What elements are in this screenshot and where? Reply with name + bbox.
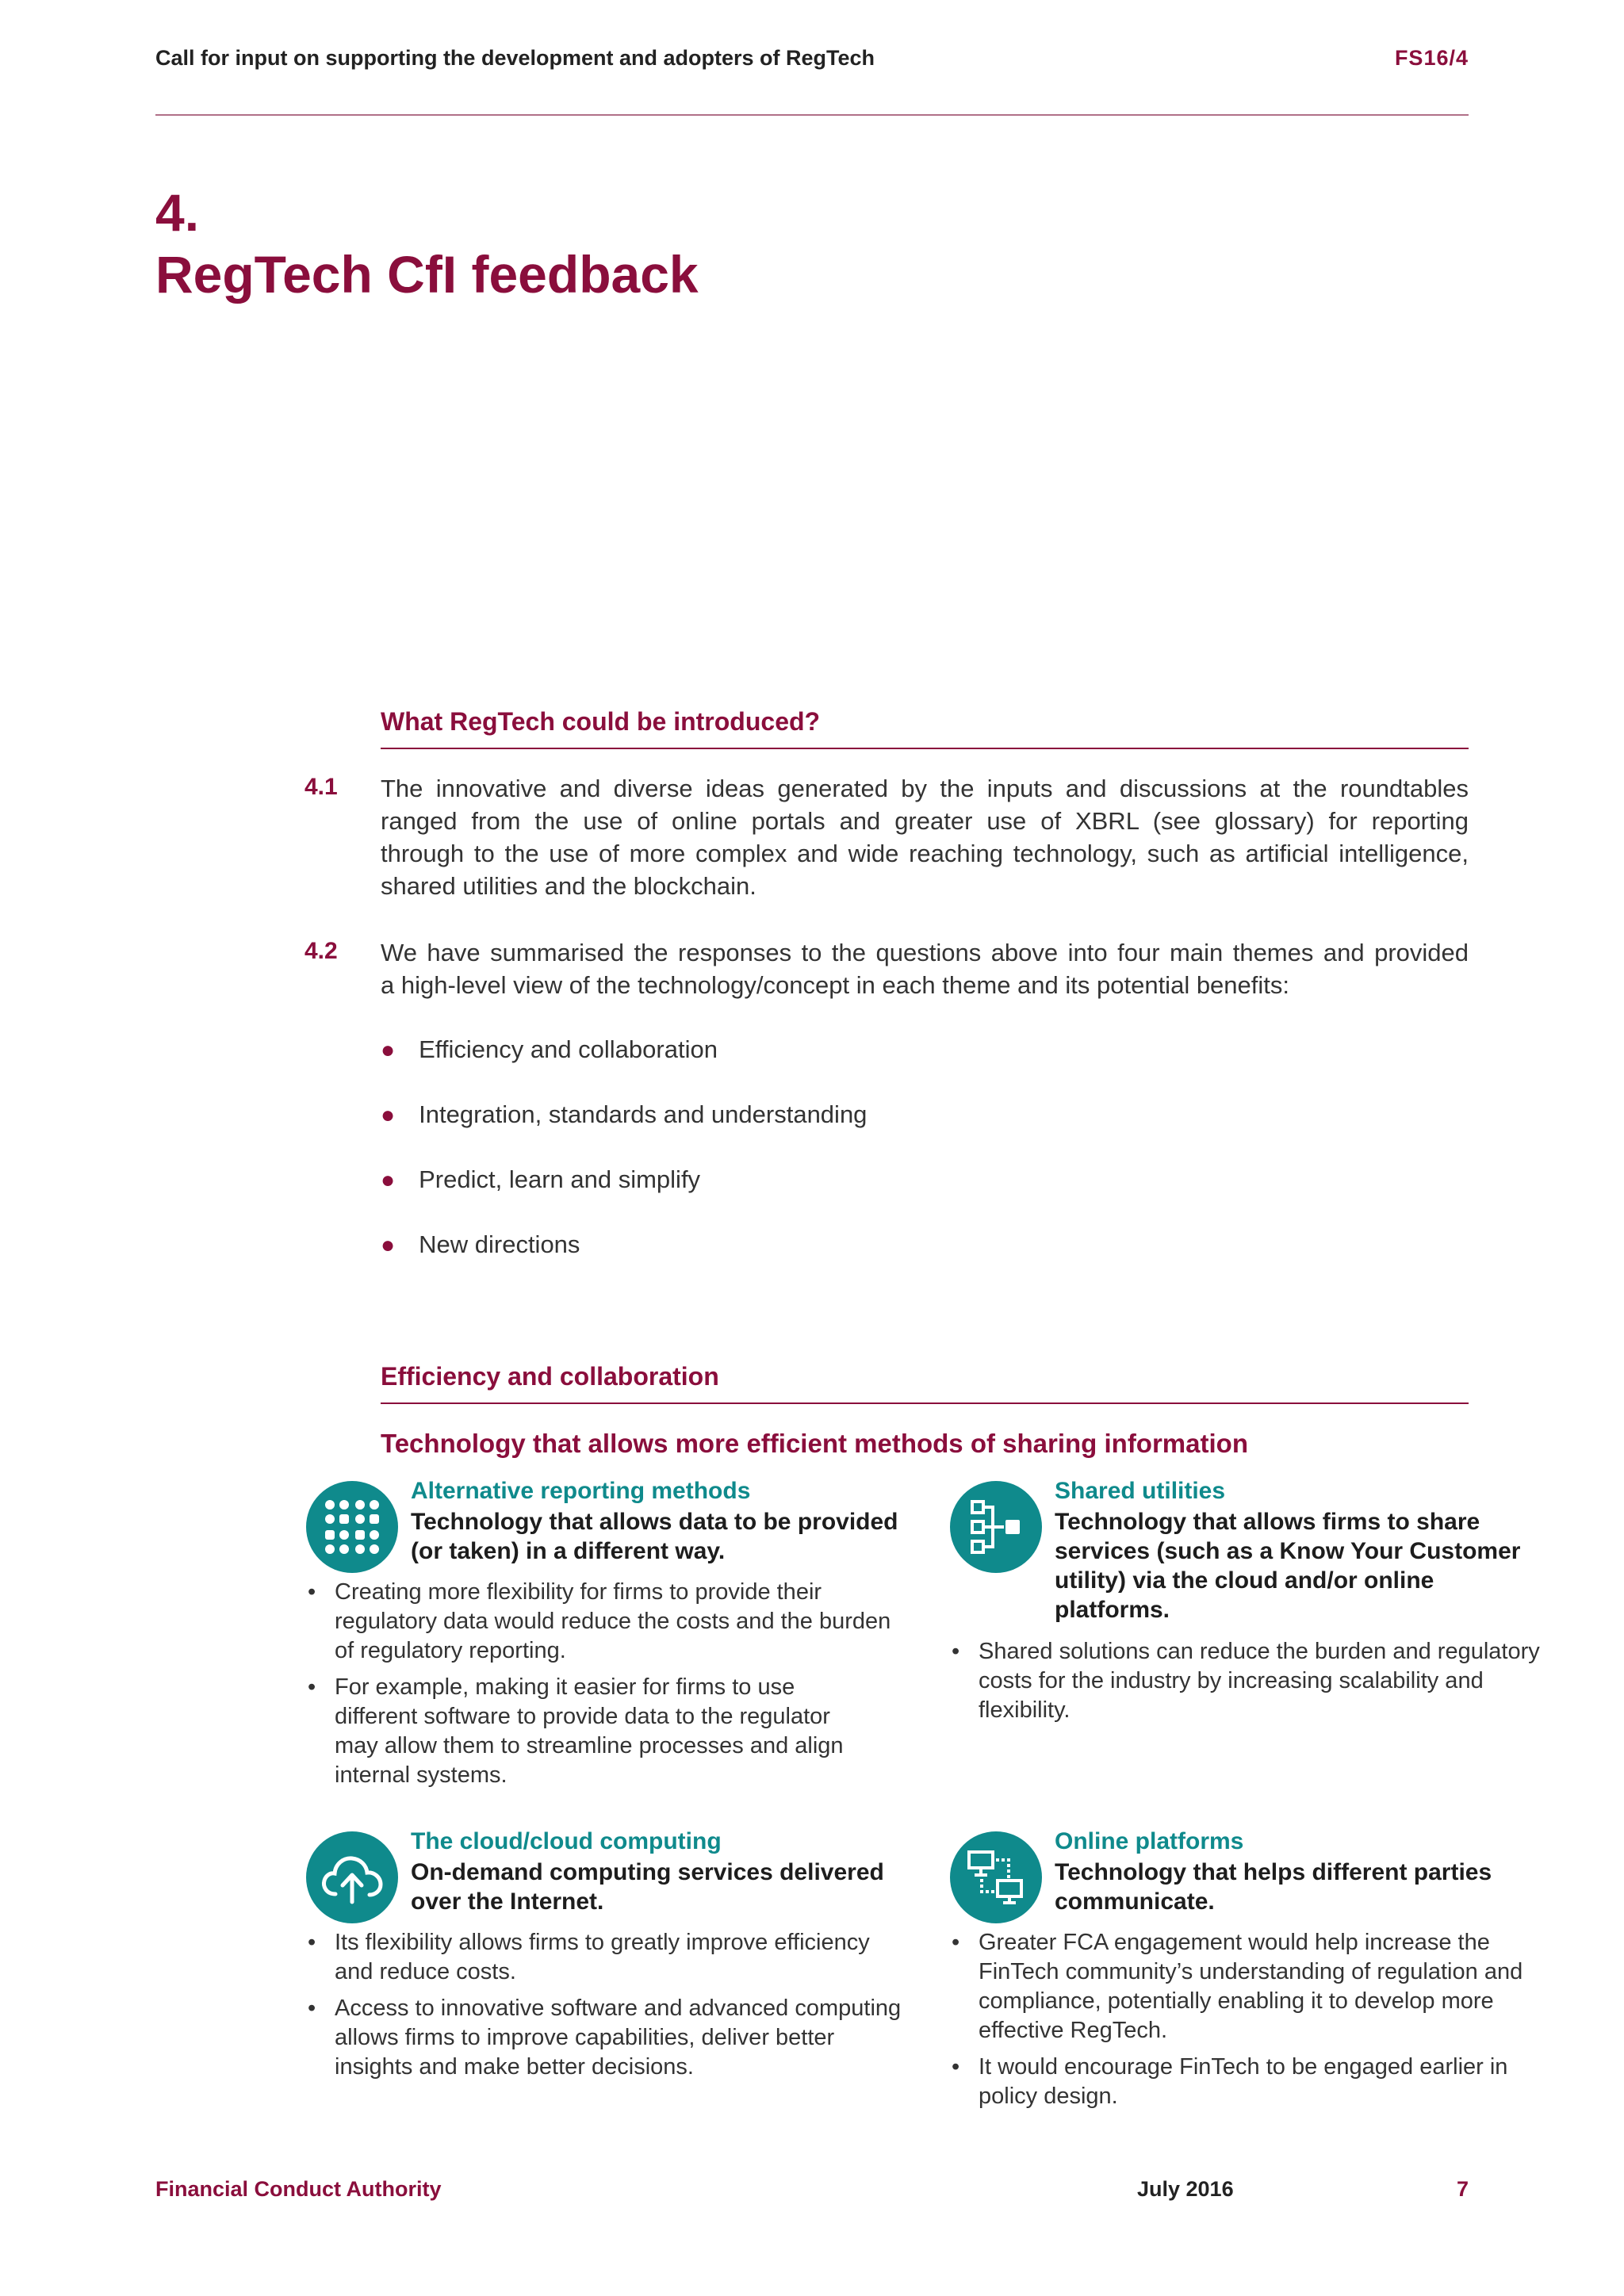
benefit-line: effective RegTech. — [979, 2018, 1168, 2043]
benefit-line: insights and make better decisions. — [335, 2054, 694, 2080]
paragraph-line: We have summarised the responses to the questions above into four main themes and provided — [381, 939, 1469, 966]
description-line: over the Internet. — [411, 1888, 604, 1915]
description-line: On-demand computing services delivered — [411, 1859, 884, 1885]
data-grid-icon — [306, 1481, 398, 1573]
description-line: (or taken) in a different way. — [411, 1538, 726, 1564]
benefit-item — [306, 1578, 891, 1666]
benefit-line: • Access to innovative software and advanced computing — [335, 1996, 902, 2021]
tech-description — [411, 1858, 884, 1916]
paragraph-line: a high-level view of the technology/concept in each theme and its potential benefits: — [381, 971, 1290, 999]
tech-benefits-list — [950, 1928, 1522, 2118]
tech-benefits-list — [306, 1578, 891, 1797]
benefit-line: allows firms to improve capabilities, deliver better — [335, 2025, 835, 2050]
benefit-item — [950, 2053, 1522, 2111]
tech-block-online-platforms — [950, 1828, 1584, 2133]
benefit-line: FinTech community’s understanding of regulation and — [979, 1959, 1523, 1984]
benefit-item — [306, 1994, 901, 2082]
paragraph-line: shared utilities and the blockchain. — [381, 872, 756, 900]
tech-block-shared-utilities — [950, 1478, 1584, 1735]
benefit-item — [306, 1928, 901, 1987]
tech-description — [411, 1507, 898, 1566]
bullet-icon: ● — [381, 1037, 396, 1063]
paragraph-number: 4.2 — [304, 938, 338, 964]
footer-date: July 2016 — [1137, 2177, 1234, 2201]
chapter-title: RegTech CfI feedback — [155, 245, 699, 304]
description-line: utility) via the cloud and/or online — [1055, 1567, 1434, 1594]
section-heading-efficiency: Efficiency and collaboration — [381, 1362, 719, 1391]
tech-block-alternative-reporting — [306, 1478, 940, 1798]
benefit-line: costs for the industry by increasing scalability and — [979, 1668, 1484, 1693]
tech-benefits-list — [306, 1928, 901, 2089]
benefit-line: internal systems. — [335, 1762, 508, 1788]
paragraph-line: The innovative and diverse ideas generated by the inputs and discussions at the roundtables — [381, 775, 1469, 802]
bullet-icon: ● — [381, 1102, 396, 1128]
cloud-upload-icon — [306, 1831, 398, 1923]
paragraph-4-1 — [381, 772, 1469, 902]
paragraph-line: through to the use of more complex and wide reaching technology, such as artificial intelligence, — [381, 840, 1469, 867]
bullet-icon: ● — [381, 1232, 396, 1258]
chapter-number: 4. — [155, 183, 200, 242]
section-subheading: Technology that allows more efficient methods of sharing information — [381, 1429, 1248, 1458]
benefit-line: flexibility. — [979, 1697, 1071, 1723]
section-heading-introduce: What RegTech could be introduced? — [381, 707, 821, 736]
header-divider — [155, 114, 1469, 116]
theme-list-item — [381, 1230, 580, 1259]
benefit-line: • Creating more flexibility for firms to provide their — [335, 1579, 822, 1605]
tech-title: Online platforms — [1055, 1828, 1244, 1854]
paragraph-number: 4.1 — [304, 774, 338, 800]
benefit-line: • For example, making it easier for firms to use — [335, 1674, 795, 1700]
paragraph-line: ranged from the use of online portals and greater use of XBRL (see glossary) for reporting — [381, 807, 1469, 835]
benefit-line: • Shared solutions can reduce the burden and regulatory — [979, 1639, 1540, 1664]
paragraph-4-2 — [381, 936, 1469, 1001]
theme-label: Predict, learn and simplify — [419, 1165, 701, 1193]
theme-label: New directions — [419, 1230, 580, 1258]
benefit-line: regulatory data would reduce the costs and the burden — [335, 1609, 891, 1634]
tech-title: The cloud/cloud computing — [411, 1828, 722, 1854]
tech-title: Shared utilities — [1055, 1478, 1226, 1504]
bullet-icon: ● — [381, 1167, 396, 1193]
description-line: Technology that allows firms to share — [1055, 1509, 1480, 1535]
benefit-line: and reduce costs. — [335, 1959, 516, 1984]
benefit-item — [306, 1673, 891, 1790]
description-line: services (such as a Know Your Customer — [1055, 1538, 1521, 1564]
shared-network-icon — [950, 1481, 1042, 1573]
theme-list-item — [381, 1035, 718, 1064]
benefit-item — [950, 1637, 1540, 1725]
section-divider — [381, 1402, 1469, 1404]
benefit-line: of regulatory reporting. — [335, 1638, 566, 1663]
theme-label: Integration, standards and understanding — [419, 1100, 868, 1128]
description-line: Technology that allows data to be provided — [411, 1509, 898, 1535]
running-header-title: Call for input on supporting the development and adopters of RegTech — [155, 46, 875, 70]
tech-benefits-list — [950, 1637, 1540, 1732]
benefit-line: • It would encourage FinTech to be engaged earlier in — [979, 2054, 1508, 2080]
description-line: platforms. — [1055, 1597, 1170, 1623]
benefit-line: different software to provide data to the regulator — [335, 1704, 830, 1729]
connected-monitors-icon — [950, 1831, 1042, 1923]
tech-title: Alternative reporting methods — [411, 1478, 751, 1504]
theme-label: Efficiency and collaboration — [419, 1035, 718, 1063]
description-line: Technology that helps different parties — [1055, 1859, 1492, 1885]
benefit-line: compliance, potentially enabling it to develop more — [979, 1988, 1494, 2014]
benefit-item — [950, 1928, 1522, 2045]
benefit-line: • Its flexibility allows firms to greatly improve efficiency — [335, 1930, 870, 1955]
benefit-line: • Greater FCA engagement would help increase the — [979, 1930, 1490, 1955]
description-line: communicate. — [1055, 1888, 1215, 1915]
section-divider — [381, 748, 1469, 749]
tech-description — [1055, 1858, 1492, 1916]
benefit-line: may allow them to streamline processes and align — [335, 1733, 844, 1758]
footer-organization: Financial Conduct Authority — [155, 2177, 442, 2201]
tech-block-cloud-computing — [306, 1828, 940, 2085]
tech-description — [1055, 1507, 1520, 1624]
theme-list-item — [381, 1165, 700, 1194]
theme-list-item — [381, 1100, 867, 1129]
document-reference: FS16/4 — [1394, 46, 1469, 70]
benefit-line: policy design. — [979, 2084, 1118, 2109]
page-number: 7 — [1456, 2177, 1469, 2201]
